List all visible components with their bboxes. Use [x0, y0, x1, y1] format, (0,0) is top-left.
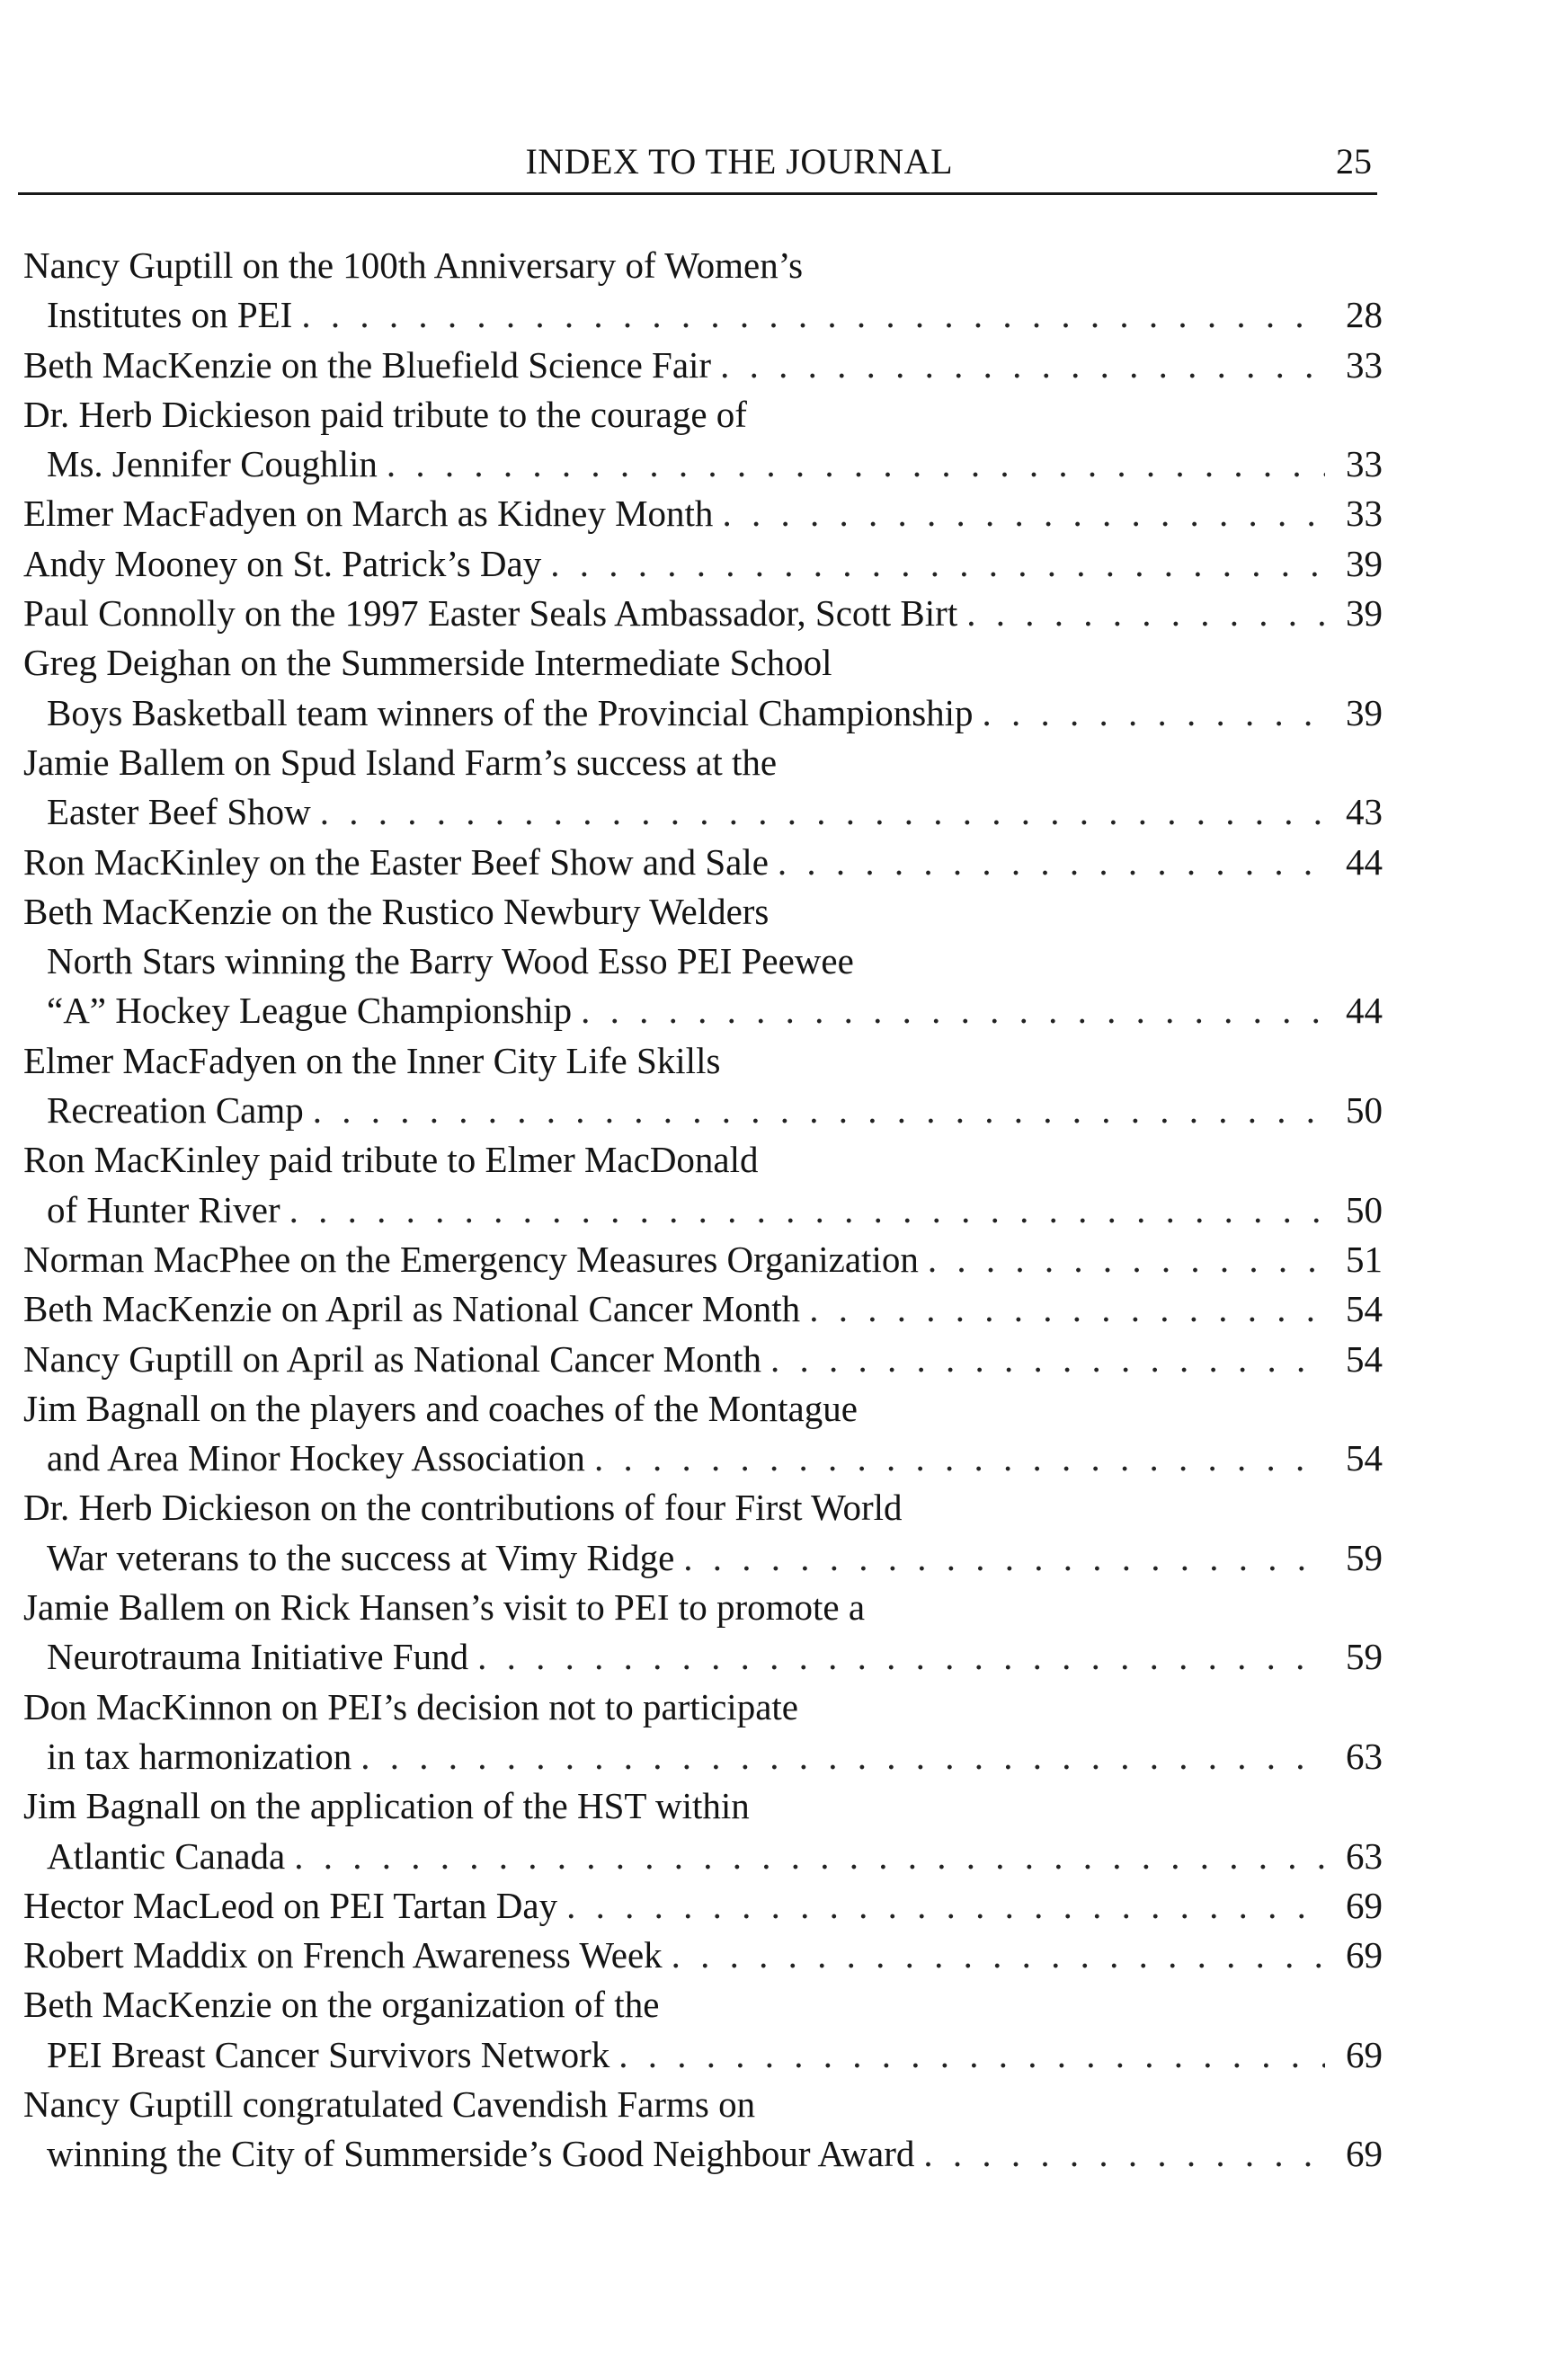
entry-text: Nancy Guptill on the 100th Anniversary of Women’s	[23, 244, 804, 286]
index-entry-line	[23, 1086, 1383, 1135]
index-entry	[23, 1931, 1383, 1980]
entry-text: North Stars winning the Barry Wood Esso PEI Peewee	[47, 940, 854, 982]
index-entry-line	[23, 341, 1383, 390]
index-entry-line	[23, 1434, 1383, 1483]
index-entry	[23, 738, 1383, 838]
entry-page-number: 54	[1346, 1437, 1383, 1479]
entry-page-number: 69	[1346, 2033, 1383, 2075]
dot-leader	[301, 290, 1325, 340]
dot-leader	[923, 2129, 1325, 2179]
page-header	[18, 135, 1377, 195]
entry-text: Neurotrauma Initiative Fund	[47, 1636, 469, 1678]
index-entry-line	[23, 1583, 1383, 1632]
index-entry-line	[23, 589, 1383, 638]
index-entry-line	[23, 489, 1383, 538]
index-entry-line	[23, 1483, 1383, 1532]
index-entry	[23, 2080, 1383, 2180]
entry-text: Institutes on PEI	[47, 294, 293, 336]
entry-page-number: 33	[1346, 343, 1383, 386]
entry-text: Andy Mooney on St. Patrick’s Day	[23, 542, 542, 584]
entry-page-number: 59	[1346, 1536, 1383, 1578]
page-number: 25	[1336, 141, 1372, 182]
entry-page-number: 51	[1346, 1238, 1383, 1280]
entry-text: Robert Maddix on French Awareness Week	[23, 1934, 663, 1976]
index-entry-line	[23, 688, 1383, 738]
entry-text: in tax harmonization	[47, 1735, 352, 1777]
entry-text: War veterans to the success at Vimy Ridge	[47, 1536, 675, 1578]
dot-leader	[294, 1832, 1325, 1881]
dot-leader	[360, 1732, 1325, 1781]
entry-text: Beth MacKenzie on the Bluefield Science Fair	[23, 343, 712, 386]
dot-leader	[720, 341, 1325, 390]
entry-text: Jamie Ballem on Rick Hansen’s visit to PEI to promote a	[23, 1586, 866, 1629]
index-entry-line	[23, 241, 1383, 290]
entry-text: Easter Beef Show	[47, 791, 311, 833]
dot-leader	[683, 1533, 1325, 1583]
entry-text: Don MacKinnon on PEI’s decision not to participate	[23, 1685, 798, 1727]
index-entry	[23, 1284, 1383, 1334]
index-entry	[23, 1881, 1383, 1931]
index-entry-line	[23, 1632, 1383, 1682]
dot-leader	[983, 688, 1325, 738]
index-list	[23, 241, 1383, 2180]
entry-page-number: 63	[1346, 1834, 1383, 1877]
index-entry-line	[23, 2030, 1383, 2080]
index-entry	[23, 1683, 1383, 1782]
entry-page-number: 43	[1346, 791, 1383, 833]
index-entry	[23, 887, 1383, 1036]
index-entry-line	[23, 1036, 1383, 1086]
entry-text: Ron MacKinley on the Easter Beef Show and Sale	[23, 840, 769, 883]
entry-text: Atlantic Canada	[47, 1834, 286, 1877]
entry-page-number: 28	[1346, 294, 1383, 336]
index-entry	[23, 1135, 1383, 1235]
index-entry-line	[23, 1881, 1383, 1931]
index-entry	[23, 1483, 1383, 1583]
index-entry-line	[23, 1832, 1383, 1881]
entry-text: Jim Bagnall on the players and coaches of the Montague	[23, 1387, 858, 1429]
entry-text: Elmer MacFadyen on March as Kidney Month	[23, 493, 714, 535]
entry-text: Nancy Guptill congratulated Cavendish Farms on	[23, 2082, 756, 2125]
entry-text: Jim Bagnall on the application of the HST within	[23, 1785, 750, 1827]
index-entry-line	[23, 539, 1383, 589]
index-entry-line	[23, 738, 1383, 787]
index-entry-line	[23, 390, 1383, 440]
index-entry-line	[23, 2129, 1383, 2179]
index-entry	[23, 390, 1383, 490]
index-entry	[23, 1235, 1383, 1284]
dot-leader	[778, 838, 1325, 887]
entry-text: winning the City of Summerside’s Good Neighbour Award	[47, 2133, 915, 2175]
entry-page-number: 54	[1346, 1337, 1383, 1380]
index-entry-line	[23, 1186, 1383, 1235]
index-entry-line	[23, 1335, 1383, 1384]
entry-text: Dr. Herb Dickieson paid tribute to the courage of	[23, 393, 747, 435]
dot-leader	[313, 1086, 1325, 1135]
entry-page-number: 33	[1346, 443, 1383, 485]
index-entry-line	[23, 290, 1383, 340]
index-entry-line	[23, 1732, 1383, 1781]
index-entry-line	[23, 1284, 1383, 1334]
entry-text: Recreation Camp	[47, 1089, 304, 1132]
dot-leader	[581, 986, 1325, 1035]
dot-leader	[566, 1881, 1325, 1931]
entry-text: Beth MacKenzie on April as National Cancer Month	[23, 1288, 801, 1330]
dot-leader	[594, 1434, 1325, 1483]
entry-text: Elmer MacFadyen on the Inner City Life Skills	[23, 1039, 721, 1081]
index-entry	[23, 1980, 1383, 2080]
dot-leader	[966, 589, 1325, 638]
index-entry-line	[23, 937, 1383, 986]
dot-leader	[722, 489, 1325, 538]
index-entry	[23, 1335, 1383, 1384]
dot-leader	[928, 1235, 1325, 1284]
entry-text: of Hunter River	[47, 1188, 280, 1230]
entry-page-number: 39	[1346, 542, 1383, 584]
index-entry-line	[23, 1931, 1383, 1980]
index-entry-line	[23, 838, 1383, 887]
entry-text: “A” Hockey League Championship	[47, 990, 573, 1032]
entry-text: Nancy Guptill on April as National Cancer Month	[23, 1337, 761, 1380]
entry-page-number: 39	[1346, 691, 1383, 733]
entry-page-number: 33	[1346, 493, 1383, 535]
index-entry	[23, 1036, 1383, 1136]
entry-page-number: 39	[1346, 592, 1383, 635]
entry-text: Ron MacKinley paid tribute to Elmer MacDonald	[23, 1139, 759, 1181]
entry-text: Paul Connolly on the 1997 Easter Seals Ambassador, Scott Birt	[23, 592, 958, 635]
index-entry	[23, 589, 1383, 638]
entry-page-number: 44	[1346, 990, 1383, 1032]
entry-text: Beth MacKenzie on the Rustico Newbury Welders	[23, 890, 770, 932]
entry-page-number: 50	[1346, 1089, 1383, 1132]
index-entry	[23, 838, 1383, 887]
index-entry-line	[23, 787, 1383, 837]
entry-text: Greg Deighan on the Summerside Intermediate School	[23, 642, 832, 684]
entry-page-number: 69	[1346, 1884, 1383, 1926]
index-entry	[23, 241, 1383, 341]
index-entry-line	[23, 887, 1383, 937]
dot-leader	[550, 539, 1325, 589]
entry-text: Boys Basketball team winners of the Provincial Championship	[47, 691, 974, 733]
entry-text: Dr. Herb Dickieson on the contributions of four First World	[23, 1487, 903, 1529]
entry-page-number: 54	[1346, 1288, 1383, 1330]
entry-page-number: 63	[1346, 1735, 1383, 1777]
entry-text: and Area Minor Hockey Association	[47, 1437, 585, 1479]
entry-page-number: 44	[1346, 840, 1383, 883]
dot-leader	[770, 1335, 1325, 1384]
index-entry-line	[23, 638, 1383, 688]
dot-leader	[618, 2030, 1325, 2080]
index-entry-line	[23, 1980, 1383, 2029]
index-entry-line	[23, 440, 1383, 489]
entry-page-number: 69	[1346, 1934, 1383, 1976]
running-title: INDEX TO THE JOURNAL	[525, 141, 953, 182]
index-entry-line	[23, 1781, 1383, 1831]
index-entry-line	[23, 1683, 1383, 1732]
index-entry-line	[23, 1384, 1383, 1434]
index-entry-line	[23, 1235, 1383, 1284]
index-entry	[23, 489, 1383, 538]
index-entry	[23, 638, 1383, 738]
entry-page-number: 59	[1346, 1636, 1383, 1678]
dot-leader	[672, 1931, 1325, 1980]
index-entry	[23, 539, 1383, 589]
index-entry	[23, 1583, 1383, 1683]
index-entry	[23, 341, 1383, 390]
dot-leader	[809, 1284, 1325, 1334]
index-entry-line	[23, 1533, 1383, 1583]
entry-page-number: 50	[1346, 1188, 1383, 1230]
index-entry	[23, 1781, 1383, 1881]
entry-page-number: 69	[1346, 2133, 1383, 2175]
index-entry	[23, 1384, 1383, 1484]
dot-leader	[289, 1186, 1325, 1235]
index-entry-line	[23, 1135, 1383, 1185]
entry-text: Ms. Jennifer Coughlin	[47, 443, 378, 485]
entry-text: Hector MacLeod on PEI Tartan Day	[23, 1884, 558, 1926]
entry-text: Norman MacPhee on the Emergency Measures Organization	[23, 1238, 919, 1280]
index-entry-line	[23, 986, 1383, 1035]
dot-leader	[387, 440, 1325, 489]
index-entry-line	[23, 2080, 1383, 2129]
dot-leader	[320, 787, 1325, 837]
dot-leader	[477, 1632, 1325, 1682]
entry-text: PEI Breast Cancer Survivors Network	[47, 2033, 610, 2075]
entry-text: Beth MacKenzie on the organization of the	[23, 1984, 660, 2026]
entry-text: Jamie Ballem on Spud Island Farm’s success at the	[23, 741, 778, 783]
